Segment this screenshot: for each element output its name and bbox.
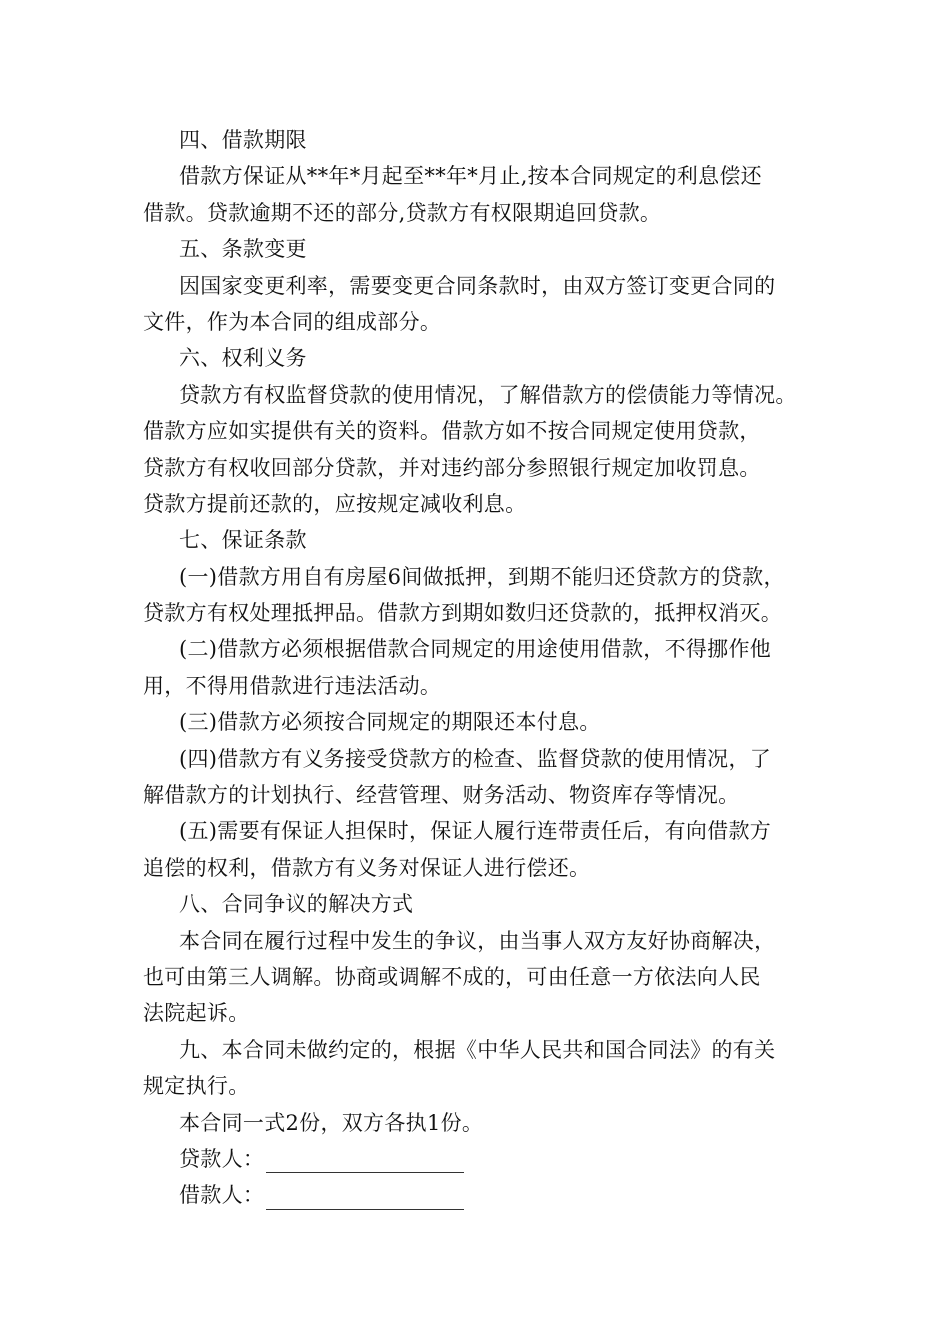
section-heading: 五、条款变更 bbox=[179, 237, 307, 262]
section-heading: 六、权利义务 bbox=[179, 346, 307, 371]
section-heading: 七、保证条款 bbox=[179, 528, 307, 553]
paragraph-line: 文件，作为本合同的组成部分。 bbox=[143, 309, 442, 334]
paragraph-line: 用，不得用借款进行违法活动。 bbox=[143, 673, 442, 698]
paragraph-line: 本合同在履行过程中发生的争议，由当事人双方友好协商解决， bbox=[179, 928, 776, 953]
borrower-label: 借款人： bbox=[179, 1183, 265, 1208]
paragraph-line: 九、本合同未做约定的，根据《中华人民共和国合同法》的有关 bbox=[179, 1037, 776, 1062]
paragraph-line: 贷款方有权收回部分贷款，并对违约部分参照银行规定加收罚息。 bbox=[143, 455, 761, 480]
paragraph-line: (三)借款方必须按合同规定的期限还本付息。 bbox=[179, 710, 601, 735]
paragraph-line: (四)借款方有义务接受贷款方的检查、监督贷款的使用情况，了 bbox=[179, 746, 772, 771]
borrower-signature-line[interactable] bbox=[266, 1183, 464, 1210]
paragraph-line: 解借款方的计划执行、经营管理、财务活动、物资库存等情况。 bbox=[143, 783, 740, 808]
paragraph-line: 因国家变更利率，需要变更合同条款时，由双方签订变更合同的 bbox=[179, 273, 776, 298]
paragraph-line: 借款方保证从**年*月起至**年*月止,按本合同规定的利息偿还 bbox=[179, 164, 762, 189]
paragraph-line: 贷款方有权监督贷款的使用情况，了解借款方的偿债能力等情况。 bbox=[179, 382, 797, 407]
paragraph-line: 法院起诉。 bbox=[143, 1001, 250, 1026]
paragraph-line: 规定执行。 bbox=[143, 1074, 250, 1099]
paragraph-line: 借款。贷款逾期不还的部分,贷款方有权限期追回贷款。 bbox=[143, 200, 662, 225]
section-heading: 八、合同争议的解决方式 bbox=[179, 892, 414, 917]
lender-label: 贷款人： bbox=[179, 1146, 265, 1171]
paragraph-line: 追偿的权利，借款方有义务对保证人进行偿还。 bbox=[143, 855, 591, 880]
lender-signature-row bbox=[143, 1141, 823, 1177]
paragraph-line: 贷款方提前还款的，应按规定减收利息。 bbox=[143, 491, 527, 516]
section-heading: 四、借款期限 bbox=[179, 128, 307, 152]
paragraph-line: 贷款方有权处理抵押品。借款方到期如数归还贷款的，抵押权消灭。 bbox=[143, 601, 782, 626]
borrower-signature-row bbox=[143, 1177, 823, 1213]
paragraph-line: (二)借款方必须根据借款合同规定的用途使用借款，不得挪作他 bbox=[179, 637, 772, 662]
contract-body bbox=[143, 122, 823, 1214]
paragraph-line: (五)需要有保证人担保时，保证人履行连带责任后，有向借款方 bbox=[179, 819, 772, 844]
lender-signature-line[interactable] bbox=[266, 1146, 464, 1173]
paragraph-line: 也可由第三人调解。协商或调解不成的，可由任意一方依法向人民 bbox=[143, 964, 761, 989]
paragraph-line: 借款方应如实提供有关的资料。借款方如不按合同规定使用贷款， bbox=[143, 419, 761, 444]
paragraph-line: 本合同一式2份，双方各执1份。 bbox=[179, 1110, 484, 1135]
paragraph-line: (一)借款方用自有房屋6间做抵押，到期不能归还贷款方的贷款， bbox=[179, 564, 785, 589]
